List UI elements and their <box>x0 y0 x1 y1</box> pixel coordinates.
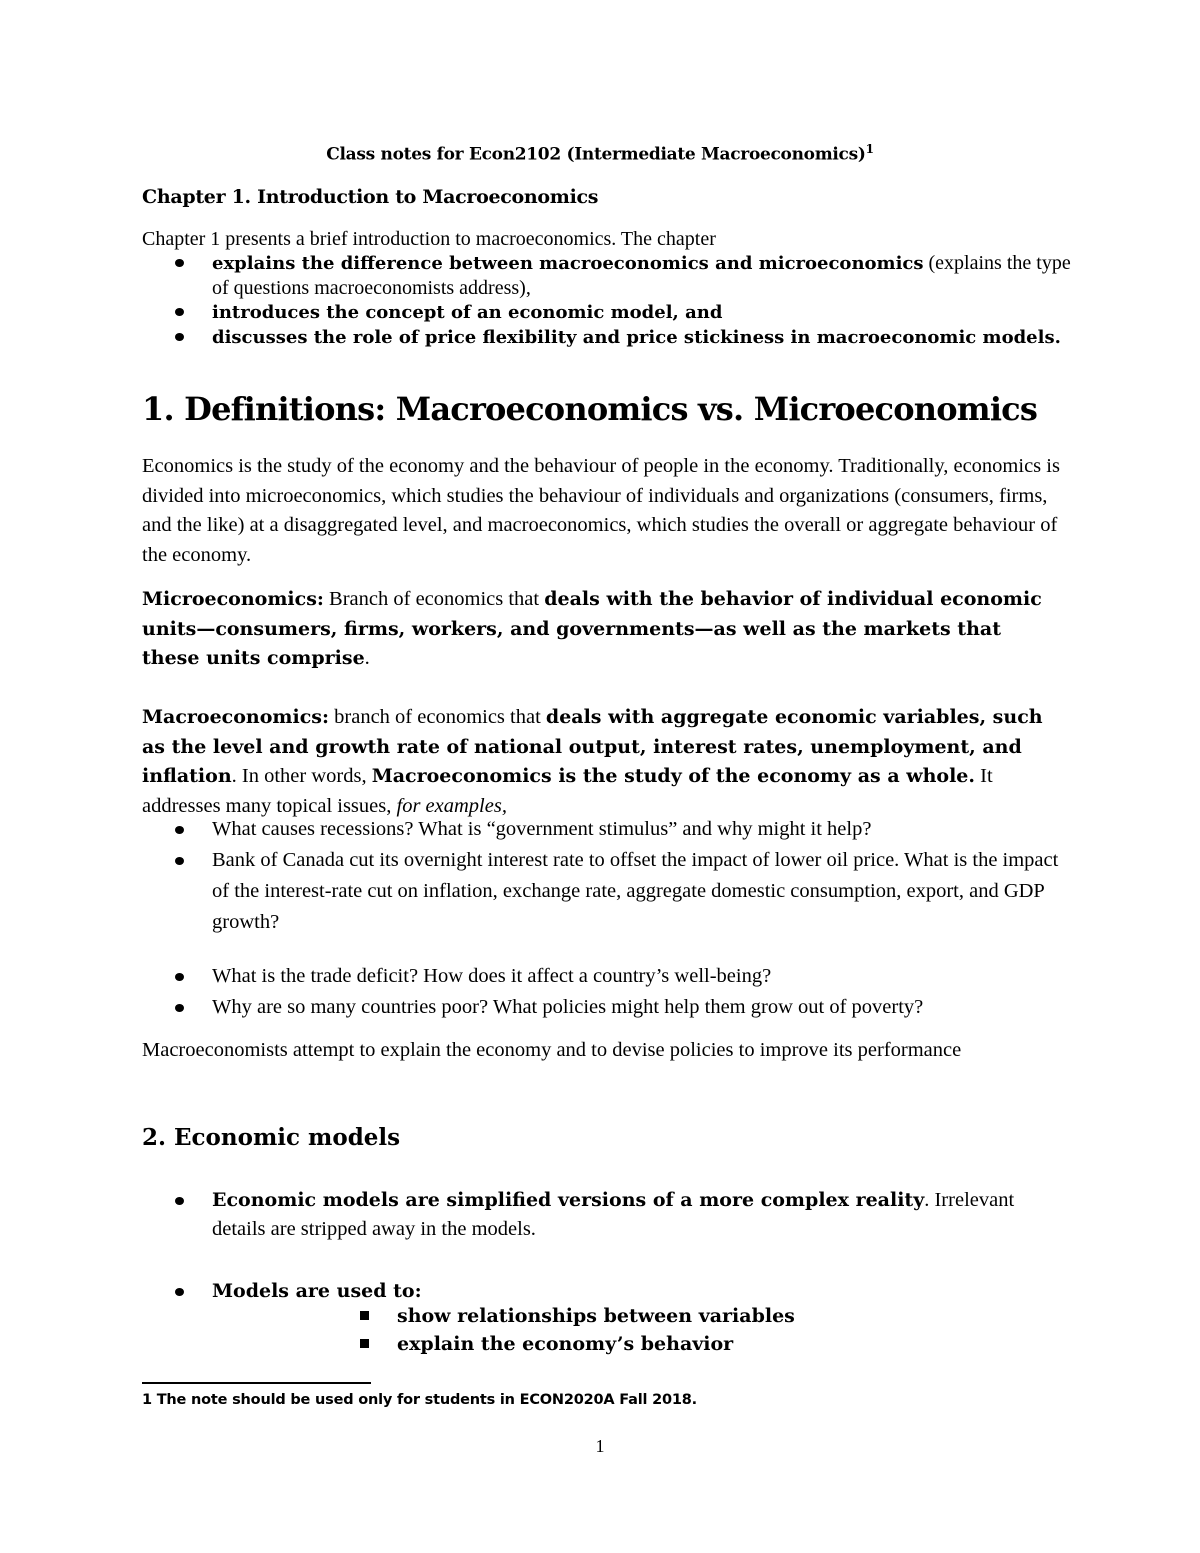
intro-bullet-text: (explains the type of questions macroeconomists address), <box>212 252 1071 299</box>
bullet-icon <box>175 1004 184 1012</box>
section-1-heading: 1. Definitions: Macroeconomics vs. Microeconomics <box>142 390 1038 428</box>
uses-item <box>355 1302 795 1330</box>
chapter-heading: Chapter 1. Introduction to Macroeconomics <box>142 186 599 208</box>
definition-text: It addresses many topical issues, <box>142 765 993 817</box>
intro-bullet <box>142 300 1072 325</box>
macroeconomics-term: Macroeconomics: <box>142 706 330 728</box>
bullet-icon <box>175 259 184 267</box>
intro-bullet-list <box>142 251 1072 350</box>
definition-text: branch of economics that <box>329 706 546 728</box>
uses-item-text: show relationships between variables <box>397 1305 795 1327</box>
footnote-reference: 1 <box>865 142 874 156</box>
question-text: What is the trade deficit? How does it affect a country’s well-being? <box>212 965 772 987</box>
economic-models-list <box>142 1186 1072 1306</box>
models-bullet-bold: Economic models are simplified versions of a more complex reality <box>212 1189 925 1211</box>
definition-bold-text: Macroeconomics is the study of the economy as a whole. <box>371 765 976 787</box>
models-uses-list <box>355 1302 795 1358</box>
definition-text: . <box>364 647 370 669</box>
footnote-separator <box>142 1382 371 1384</box>
bullet-icon <box>175 857 184 865</box>
question-text: Why are so many countries poor? What policies might help them grow out of poverty? <box>212 996 924 1018</box>
bullet-icon <box>175 1197 184 1205</box>
intro-bullet-bold: discusses the role of price flexibility and price stickiness in macroeconomic models. <box>212 327 1061 348</box>
definition-italic-text: for examples, <box>396 794 507 817</box>
bullet-icon <box>175 308 184 316</box>
intro-lead: Chapter 1 presents a brief introduction to macroeconomics. The chapter <box>142 228 716 250</box>
microeconomics-term: Microeconomics: <box>142 588 324 610</box>
question-item <box>142 961 1072 992</box>
section-2-heading: 2. Economic models <box>142 1124 401 1151</box>
definition-text: Branch of economics that <box>323 588 545 610</box>
macro-questions-list <box>142 814 1072 1023</box>
intro-bullet-bold: explains the difference between macroeconomics and microeconomics <box>212 253 924 274</box>
bullet-icon <box>175 826 184 834</box>
models-bullet-text: . Irrelevant details are stripped away in the models. <box>212 1189 1015 1240</box>
microeconomics-definition <box>142 585 1062 674</box>
square-bullet-icon <box>360 1339 369 1348</box>
bullet-icon <box>175 333 184 341</box>
definition-bold-text: deals with the behavior of individual economic units—consumers, firms, workers, and governments—as well as the markets that these units comprise <box>142 588 1042 669</box>
macroeconomics-definition <box>142 703 1062 821</box>
intro-bullet <box>142 325 1072 350</box>
intro-bullet <box>142 251 1072 300</box>
page-number: 1 <box>595 1436 605 1456</box>
footnote: 1 The note should be used only for students in ECON2020A Fall 2018. <box>142 1392 697 1408</box>
uses-item-text: explain the economy’s behavior <box>397 1333 734 1355</box>
question-item <box>142 814 1072 845</box>
uses-item <box>355 1330 795 1358</box>
question-item <box>142 992 1072 1023</box>
document-title <box>0 142 1200 165</box>
question-item <box>142 845 1072 938</box>
question-text: Bank of Canada cut its overnight interest rate to offset the impact of lower oil price. What is the impact of the interest-rate cut on inflation, exchange rate, aggregate domestic consumption, export, and GDP growth? <box>212 849 1059 933</box>
chapter-intro <box>142 227 1072 350</box>
models-bullet-bold: Models are used to: <box>212 1280 422 1302</box>
definition-text: . In other words, <box>231 765 372 787</box>
intro-bullet-bold: introduces the concept of an economic model, and <box>212 302 723 323</box>
definition-bold-text: deals with aggregate economic variables, such as the level and growth rate of national output, interest rates, unemployment, and inflation <box>142 706 1043 787</box>
document-title-text: Class notes for Econ2102 (Intermediate Macroeconomics) <box>326 144 866 165</box>
question-text: What causes recessions? What is “government stimulus” and why might it help? <box>212 818 872 840</box>
square-bullet-icon <box>360 1311 369 1320</box>
closing-paragraph: Macroeconomists attempt to explain the economy and to devise policies to improve its performance <box>142 1039 962 1061</box>
economics-definition-paragraph: Economics is the study of the economy and the behaviour of people in the economy. Traditionally, economics is divided into microeconomics, which studies the behaviour of individuals and organizations (consumers, firms, and the like) at a disaggregated level, and macroeconomics, which studies the overall or aggregate behaviour of the economy. <box>142 455 1060 566</box>
bullet-icon <box>175 973 184 981</box>
models-bullet <box>142 1186 1072 1244</box>
bullet-icon <box>175 1288 184 1296</box>
